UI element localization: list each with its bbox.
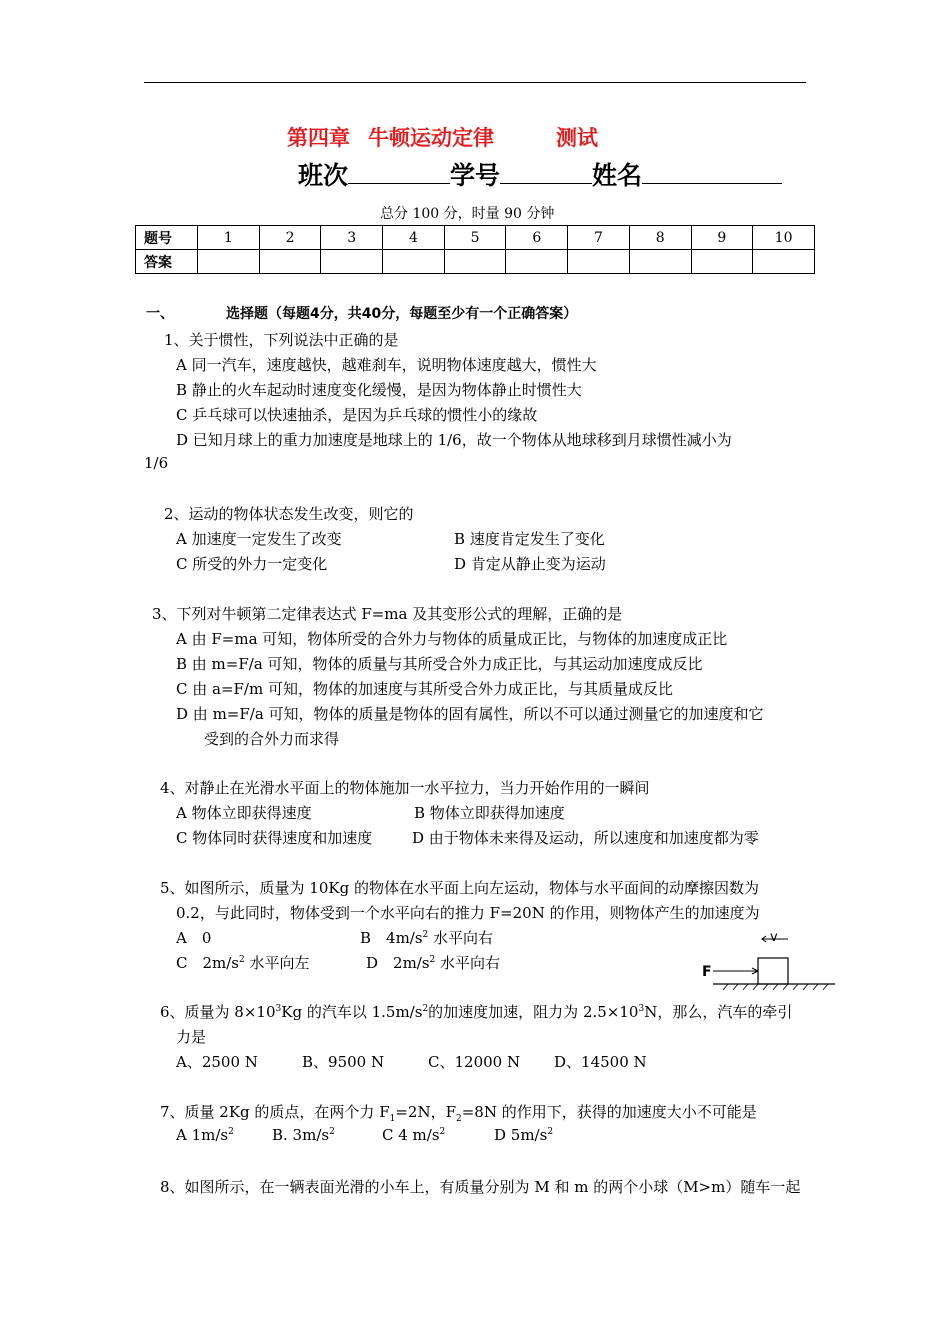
question-1-option-c: C 乒乓球可以快速抽杀，是因为乒乓球的惯性小的缘故 — [176, 406, 538, 424]
block — [758, 958, 788, 984]
question-number-cell: 7 — [568, 226, 630, 250]
question-6-stem-cont: 力是 — [176, 1028, 207, 1046]
question-7-option-b: B. $3m/s^2$ — [272, 1126, 335, 1144]
question-5-option-c: C $2m/s^2$ 水平向左 — [176, 954, 310, 972]
velocity-label: v — [770, 930, 778, 945]
question-6-option-a: A、2500 N — [176, 1053, 258, 1071]
question-1-option-a: A 同一汽车，速度越快，越难刹车，说明物体速度越大，惯性大 — [176, 356, 597, 374]
section-heading — [146, 303, 577, 323]
question-2-option-d: D 肯定从静止变为运动 — [454, 555, 606, 573]
question-number-cell: 9 — [691, 226, 753, 250]
question-4-option-b: B 物体立即获得加速度 — [414, 804, 565, 822]
student-id-label: 学号 — [450, 161, 501, 190]
answer-cell[interactable] — [506, 250, 568, 274]
question-3-option-c: C 由 a=F/m 可知，物体的加速度与其所受合外力成正比，与其质量成反比 — [176, 680, 673, 698]
question-3-option-d-cont: 受到的合外力而求得 — [204, 730, 340, 748]
answer-table — [135, 225, 815, 274]
question-5-option-d: D $2m/s^2$ 水平向右 — [366, 954, 501, 972]
question-3-option-b: B 由 m=F/a 可知，物体的质量与其所受合外力成正比，与其运动加速度成反比 — [176, 655, 703, 673]
answer-cell[interactable] — [629, 250, 691, 274]
question-3-stem: 3、下列对牛顿第二定律表达式 F=ma 及其变形公式的理解，正确的是 — [152, 605, 623, 623]
question-6-option-c: C、12000 N — [428, 1053, 521, 1071]
question-4-option-a: A 物体立即获得速度 — [176, 804, 312, 822]
section-number: 一、 — [146, 306, 174, 322]
block-force-diagram — [700, 926, 840, 996]
answer-cell[interactable] — [198, 250, 260, 274]
section-title: 选择题（每题4分，共40分，每题至少有一个正确答案） — [226, 306, 578, 322]
question-number-cell: 10 — [753, 226, 815, 250]
question-number-row — [136, 226, 815, 250]
chapter-name: 牛顿运动定律 — [368, 126, 494, 150]
question-7-option-c: C 4 $m/s^2$ — [382, 1126, 446, 1144]
answer-cell[interactable] — [321, 250, 383, 274]
class-blank[interactable] — [348, 161, 450, 184]
question-3-option-a: A 由 F=ma 可知，物体所受的合外力与物体的质量成正比，与物体的加速度成正比 — [176, 630, 728, 648]
name-blank[interactable] — [642, 161, 782, 184]
chapter-label: 第四章 — [287, 126, 350, 150]
question-number-cell: 6 — [506, 226, 568, 250]
question-5-option-a: A 0 — [176, 929, 212, 947]
question-7-stem: 7、质量 2Kg 的质点，在两个力 $F_1=2N$，$F_2=8N$ 的作用下，获得的加速度大小不可能是 — [160, 1103, 757, 1124]
top-rule — [144, 82, 806, 83]
student-id-blank[interactable] — [500, 161, 592, 184]
question-6-option-d: D、14500 N — [554, 1053, 647, 1071]
answer-cell[interactable] — [444, 250, 506, 274]
question-3-option-d: D 由 m=F/a 可知，物体的质量是物体的固有属性，所以不可以通过测量它的加速度和它 — [176, 705, 764, 723]
question-5-stem: 5、如图所示，质量为 10Kg 的物体在水平面上向左运动，物体与水平面间的动摩擦因数为 — [160, 879, 759, 897]
question-number-cell: 8 — [629, 226, 691, 250]
question-2-stem: 2、运动的物体状态发生改变，则它的 — [164, 505, 414, 523]
answer-cell[interactable] — [691, 250, 753, 274]
question-number-cell: 4 — [383, 226, 445, 250]
question-5-stem-cont: 0.2，与此同时，物体受到一个水平向右的推力 F=20N 的作用，则物体产生的加速度为 — [176, 904, 760, 922]
question-2-option-a: A 加速度一定发生了改变 — [176, 530, 342, 548]
question-8-stem: 8、如图所示，在一辆表面光滑的小车上，有质量分别为 M 和 m 的两个小球（M>m）随车一起 — [160, 1178, 801, 1196]
row-label-answer: 答案 — [136, 250, 198, 274]
class-label: 班次 — [298, 161, 349, 190]
question-number-cell: 1 — [198, 226, 260, 250]
question-number-cell: 5 — [444, 226, 506, 250]
question-4-stem: 4、对静止在光滑水平面上的物体施加一水平拉力，当力开始作用的一瞬间 — [160, 779, 650, 797]
student-info-line — [298, 156, 782, 192]
name-label: 姓名 — [592, 161, 643, 190]
answer-cell[interactable] — [383, 250, 445, 274]
question-4-option-d: D 由于物体未来得及运动，所以速度和加速度都为零 — [412, 829, 759, 847]
test-label: 测试 — [556, 126, 598, 150]
question-1-option-d: D 已知月球上的重力加速度是地球上的 1/6，故一个物体从地球移到月球惯性减小为 — [176, 431, 732, 449]
question-6-option-b: B、9500 N — [302, 1053, 385, 1071]
question-4-option-c: C 物体同时获得速度和加速度 — [176, 829, 373, 847]
force-label: F — [702, 964, 712, 980]
page-title — [287, 122, 598, 152]
question-6-stem: 6、质量为 $8\times 10^3Kg$ 的汽车以 $1.5m/s^2$的加速度加速，阻力为 $2.5\times 10^3N$，那么，汽车的牵引 — [160, 1003, 793, 1021]
question-5-option-b: B $4m/s^2$ 水平向右 — [360, 929, 494, 947]
question-7-option-d: D $5m/s^2$ — [494, 1126, 554, 1144]
question-1-stem: 1、关于惯性，下列说法中正确的是 — [164, 331, 399, 349]
total-info: 总分 100 分，时量 90 分钟 — [380, 206, 555, 222]
question-7-option-a: A $1m/s^2$ — [176, 1126, 234, 1144]
row-label-question-number: 题号 — [136, 226, 198, 250]
question-2-option-c: C 所受的外力一定变化 — [176, 555, 328, 573]
answer-cell[interactable] — [259, 250, 321, 274]
answer-cell[interactable] — [753, 250, 815, 274]
question-2-option-b: B 速度肯定发生了变化 — [454, 530, 605, 548]
answer-cell[interactable] — [568, 250, 630, 274]
ground-hatching — [723, 984, 828, 990]
question-1-option-b: B 静止的火车起动时速度变化缓慢，是因为物体静止时惯性大 — [176, 381, 582, 399]
answer-row — [136, 250, 815, 274]
question-number-cell: 3 — [321, 226, 383, 250]
question-number-cell: 2 — [259, 226, 321, 250]
question-1-option-d-cont: 1/6 — [144, 454, 169, 472]
